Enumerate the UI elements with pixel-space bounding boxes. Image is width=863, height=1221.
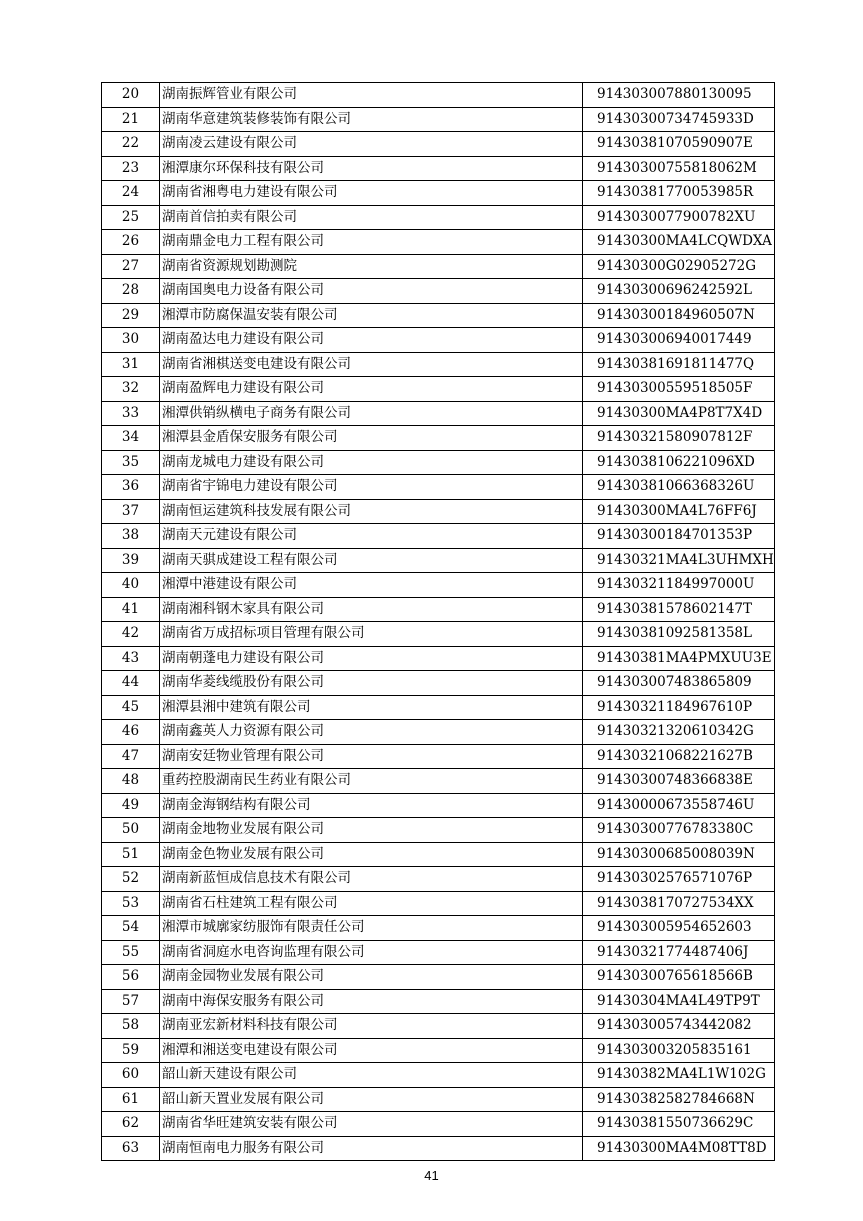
- row-number-cell: 27: [102, 254, 160, 279]
- company-name-cell: 湘潭市防腐保温安装有限公司: [160, 303, 583, 328]
- company-name-cell: 湖南朝蓬电力建设有限公司: [160, 646, 583, 671]
- company-name-cell: 湘潭县金盾保安服务有限公司: [160, 426, 583, 451]
- row-number-cell: 47: [102, 744, 160, 769]
- table-row: [102, 695, 775, 720]
- table-row: [102, 426, 775, 451]
- credit-code-cell: 91430300748366838E: [583, 769, 775, 794]
- credit-code-cell: 91430321774487406J: [583, 940, 775, 965]
- credit-code-cell: 91430381691811477Q: [583, 352, 775, 377]
- table-row: [102, 646, 775, 671]
- company-registry-table: [101, 82, 775, 1161]
- table-row: [102, 352, 775, 377]
- table-row: [102, 940, 775, 965]
- credit-code-cell: 91430300MA4P8T7X4D: [583, 401, 775, 426]
- credit-code-cell: 91430300MA4L76FF6J: [583, 499, 775, 524]
- table-row: [102, 475, 775, 500]
- company-name-cell: 湖南盈达电力建设有限公司: [160, 328, 583, 353]
- company-name-cell: 重药控股湖南民生药业有限公司: [160, 769, 583, 794]
- credit-code-cell: 914303005743442082: [583, 1014, 775, 1039]
- table-row: [102, 401, 775, 426]
- table-row: [102, 1014, 775, 1039]
- company-name-cell: 湖南省资源规划勘测院: [160, 254, 583, 279]
- company-name-cell: 韶山新天建设有限公司: [160, 1063, 583, 1088]
- row-number-cell: 58: [102, 1014, 160, 1039]
- company-name-cell: 湖南中海保安服务有限公司: [160, 989, 583, 1014]
- table-row: [102, 573, 775, 598]
- company-name-cell: 湖南华意建筑装修装饰有限公司: [160, 107, 583, 132]
- row-number-cell: 52: [102, 867, 160, 892]
- row-number-cell: 60: [102, 1063, 160, 1088]
- table-row: [102, 818, 775, 843]
- credit-code-cell: 91430000673558746U: [583, 793, 775, 818]
- row-number-cell: 31: [102, 352, 160, 377]
- row-number-cell: 63: [102, 1136, 160, 1161]
- row-number-cell: 53: [102, 891, 160, 916]
- company-name-cell: 湖南天骐成建设工程有限公司: [160, 548, 583, 573]
- credit-code-cell: 91430381066368326U: [583, 475, 775, 500]
- row-number-cell: 30: [102, 328, 160, 353]
- row-number-cell: 42: [102, 622, 160, 647]
- row-number-cell: 49: [102, 793, 160, 818]
- credit-code-cell: 91430381092581358L: [583, 622, 775, 647]
- row-number-cell: 43: [102, 646, 160, 671]
- table-row: [102, 1038, 775, 1063]
- company-name-cell: 湖南龙城电力建设有限公司: [160, 450, 583, 475]
- row-number-cell: 45: [102, 695, 160, 720]
- table-row: [102, 181, 775, 206]
- table-row: [102, 867, 775, 892]
- company-name-cell: 湖南华菱线缆股份有限公司: [160, 671, 583, 696]
- credit-code-cell: 91430381550736629C: [583, 1112, 775, 1137]
- row-number-cell: 34: [102, 426, 160, 451]
- row-number-cell: 50: [102, 818, 160, 843]
- table-row: [102, 597, 775, 622]
- credit-code-cell: 91430300685008039N: [583, 842, 775, 867]
- table-row: [102, 328, 775, 353]
- credit-code-cell: 914303005954652603: [583, 916, 775, 941]
- table-row: [102, 1087, 775, 1112]
- row-number-cell: 51: [102, 842, 160, 867]
- row-number-cell: 20: [102, 83, 160, 108]
- company-name-cell: 湘潭康尔环保科技有限公司: [160, 156, 583, 181]
- row-number-cell: 33: [102, 401, 160, 426]
- company-name-cell: 湖南恒南电力服务有限公司: [160, 1136, 583, 1161]
- credit-code-cell: 91430300G02905272G: [583, 254, 775, 279]
- row-number-cell: 57: [102, 989, 160, 1014]
- company-name-cell: 湖南省宇锦电力建设有限公司: [160, 475, 583, 500]
- credit-code-cell: 9143038170727534XX: [583, 891, 775, 916]
- company-name-cell: 湖南凌云建设有限公司: [160, 132, 583, 157]
- table-row: [102, 524, 775, 549]
- table-row: [102, 622, 775, 647]
- table-row: [102, 450, 775, 475]
- row-number-cell: 54: [102, 916, 160, 941]
- row-number-cell: 55: [102, 940, 160, 965]
- row-number-cell: 56: [102, 965, 160, 990]
- row-number-cell: 41: [102, 597, 160, 622]
- company-name-cell: 湖南省华旺建筑安装有限公司: [160, 1112, 583, 1137]
- company-name-cell: 湖南盈辉电力建设有限公司: [160, 377, 583, 402]
- table-row: [102, 989, 775, 1014]
- table-row: [102, 1112, 775, 1137]
- credit-code-cell: 91430382582784668N: [583, 1087, 775, 1112]
- table-row: [102, 744, 775, 769]
- table-row: [102, 1136, 775, 1161]
- row-number-cell: 21: [102, 107, 160, 132]
- credit-code-cell: 91430321580907812F: [583, 426, 775, 451]
- company-name-cell: 湖南金地物业发展有限公司: [160, 818, 583, 843]
- row-number-cell: 44: [102, 671, 160, 696]
- table-row: [102, 793, 775, 818]
- credit-code-cell: 91430321068221627B: [583, 744, 775, 769]
- company-name-cell: 韶山新天置业发展有限公司: [160, 1087, 583, 1112]
- row-number-cell: 24: [102, 181, 160, 206]
- company-name-cell: 湖南亚宏新材料科技有限公司: [160, 1014, 583, 1039]
- company-name-cell: 湖南金色物业发展有限公司: [160, 842, 583, 867]
- company-name-cell: 湖南鑫英人力资源有限公司: [160, 720, 583, 745]
- credit-code-cell: 91430300765618566B: [583, 965, 775, 990]
- company-name-cell: 湖南省湘棋送变电建设有限公司: [160, 352, 583, 377]
- table-row: [102, 916, 775, 941]
- credit-code-cell: 91430321184997000U: [583, 573, 775, 598]
- company-name-cell: 湘潭和湘送变电建设有限公司: [160, 1038, 583, 1063]
- credit-code-cell: 91430300MA4M08TT8D: [583, 1136, 775, 1161]
- credit-code-cell: 91430300755818062M: [583, 156, 775, 181]
- table-row: [102, 303, 775, 328]
- credit-code-cell: 914303003205835161: [583, 1038, 775, 1063]
- table-body: [102, 83, 775, 1161]
- table-row: [102, 230, 775, 255]
- company-name-cell: 湖南省万成招标项目管理有限公司: [160, 622, 583, 647]
- table-row: [102, 377, 775, 402]
- company-name-cell: 湘潭供销纵横电子商务有限公司: [160, 401, 583, 426]
- row-number-cell: 35: [102, 450, 160, 475]
- row-number-cell: 32: [102, 377, 160, 402]
- company-name-cell: 湖南省石柱建筑工程有限公司: [160, 891, 583, 916]
- credit-code-cell: 91430321184967610P: [583, 695, 775, 720]
- table-row: [102, 548, 775, 573]
- company-name-cell: 湘潭市城廓家纺服饰有限责任公司: [160, 916, 583, 941]
- company-name-cell: 湖南首信拍卖有限公司: [160, 205, 583, 230]
- row-number-cell: 48: [102, 769, 160, 794]
- table-row: [102, 671, 775, 696]
- company-name-cell: 湖南省湘粤电力建设有限公司: [160, 181, 583, 206]
- row-number-cell: 23: [102, 156, 160, 181]
- row-number-cell: 28: [102, 279, 160, 304]
- table-row: [102, 107, 775, 132]
- company-name-cell: 湖南恒运建筑科技发展有限公司: [160, 499, 583, 524]
- credit-code-cell: 91430382MA4L1W102G: [583, 1063, 775, 1088]
- row-number-cell: 59: [102, 1038, 160, 1063]
- company-name-cell: 湖南鼎金电力工程有限公司: [160, 230, 583, 255]
- company-name-cell: 湘潭中港建设有限公司: [160, 573, 583, 598]
- credit-code-cell: 91430300184960507N: [583, 303, 775, 328]
- company-name-cell: 湖南金海钢结构有限公司: [160, 793, 583, 818]
- company-name-cell: 湖南安廷物业管理有限公司: [160, 744, 583, 769]
- credit-code-cell: 91430304MA4L49TP9T: [583, 989, 775, 1014]
- credit-code-cell: 91430381MA4PMXUU3E: [583, 646, 775, 671]
- credit-code-cell: 91430300696242592L: [583, 279, 775, 304]
- company-name-cell: 湖南国奥电力设备有限公司: [160, 279, 583, 304]
- table-row: [102, 279, 775, 304]
- credit-code-cell: 91430300734745933D: [583, 107, 775, 132]
- row-number-cell: 40: [102, 573, 160, 598]
- table-row: [102, 132, 775, 157]
- credit-code-cell: 91430381578602147T: [583, 597, 775, 622]
- row-number-cell: 39: [102, 548, 160, 573]
- table-row: [102, 156, 775, 181]
- credit-code-cell: 91430321MA4L3UHMXH: [583, 548, 775, 573]
- table-row: [102, 1063, 775, 1088]
- credit-code-cell: 91430381070590907E: [583, 132, 775, 157]
- table-row: [102, 83, 775, 108]
- company-name-cell: 湖南湘科钢木家具有限公司: [160, 597, 583, 622]
- table-row: [102, 965, 775, 990]
- table-row: [102, 769, 775, 794]
- credit-code-cell: 9143030077900782XU: [583, 205, 775, 230]
- company-name-cell: 湘潭县湘中建筑有限公司: [160, 695, 583, 720]
- row-number-cell: 61: [102, 1087, 160, 1112]
- page-number: 41: [424, 1168, 439, 1183]
- row-number-cell: 29: [102, 303, 160, 328]
- row-number-cell: 46: [102, 720, 160, 745]
- credit-code-cell: 91430300776783380C: [583, 818, 775, 843]
- table-row: [102, 720, 775, 745]
- credit-code-cell: 91430321320610342G: [583, 720, 775, 745]
- table-row: [102, 205, 775, 230]
- row-number-cell: 37: [102, 499, 160, 524]
- credit-code-cell: 91430300184701353P: [583, 524, 775, 549]
- credit-code-cell: 914303007880130095: [583, 83, 775, 108]
- table-row: [102, 254, 775, 279]
- company-name-cell: 湖南新蓝恒成信息技术有限公司: [160, 867, 583, 892]
- row-number-cell: 25: [102, 205, 160, 230]
- table-row: [102, 891, 775, 916]
- credit-code-cell: 914303007483865809: [583, 671, 775, 696]
- table-row: [102, 499, 775, 524]
- credit-code-cell: 91430381770053985R: [583, 181, 775, 206]
- table-row: [102, 842, 775, 867]
- row-number-cell: 22: [102, 132, 160, 157]
- credit-code-cell: 91430300MA4LCQWDXA: [583, 230, 775, 255]
- company-name-cell: 湖南振辉管业有限公司: [160, 83, 583, 108]
- credit-code-cell: 91430302576571076P: [583, 867, 775, 892]
- credit-code-cell: 9143038106221096XD: [583, 450, 775, 475]
- row-number-cell: 26: [102, 230, 160, 255]
- company-name-cell: 湖南金园物业发展有限公司: [160, 965, 583, 990]
- row-number-cell: 62: [102, 1112, 160, 1137]
- company-name-cell: 湖南省洞庭水电咨询监理有限公司: [160, 940, 583, 965]
- company-name-cell: 湖南天元建设有限公司: [160, 524, 583, 549]
- credit-code-cell: 91430300559518505F: [583, 377, 775, 402]
- row-number-cell: 38: [102, 524, 160, 549]
- credit-code-cell: 914303006940017449: [583, 328, 775, 353]
- row-number-cell: 36: [102, 475, 160, 500]
